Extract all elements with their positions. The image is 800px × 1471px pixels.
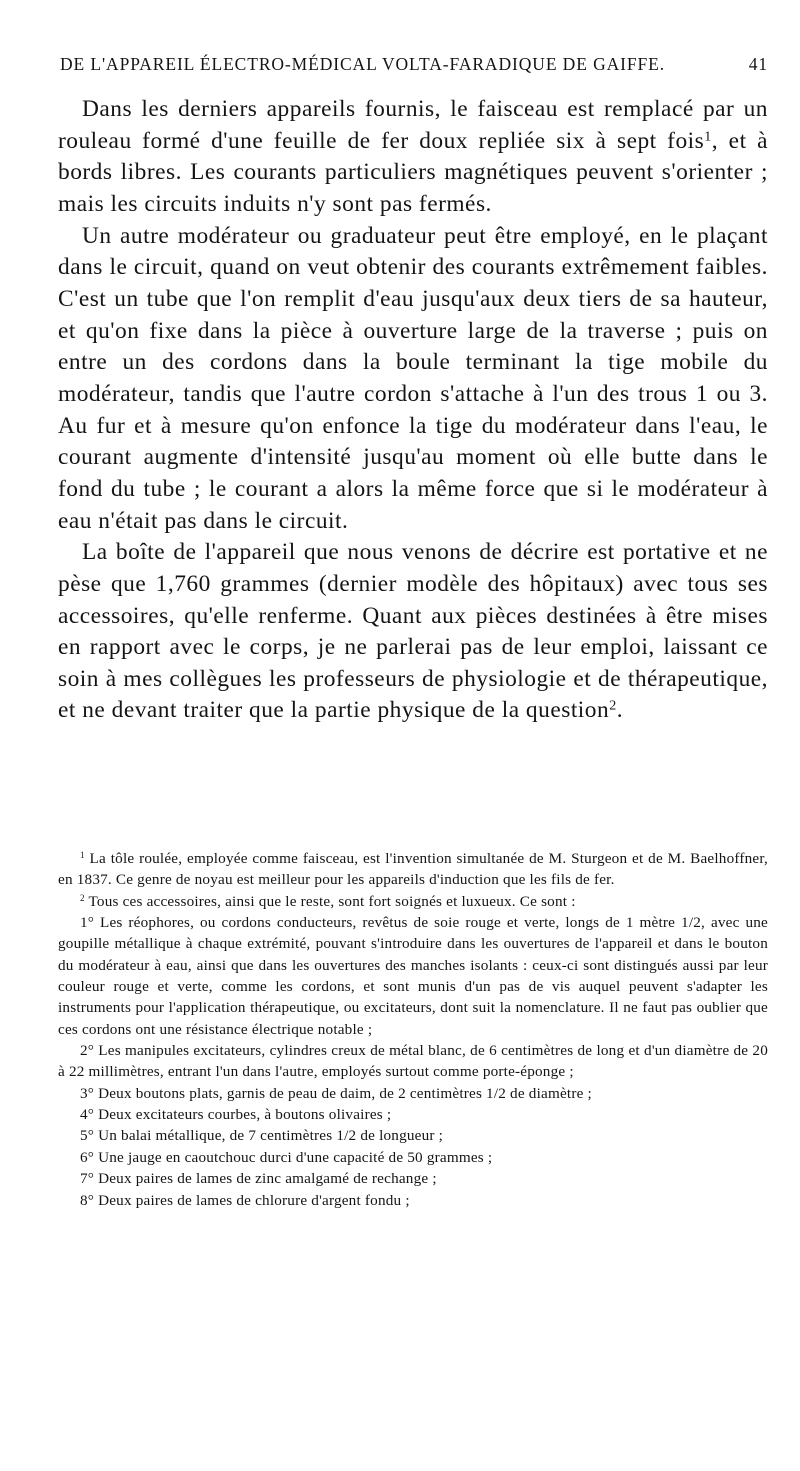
footnotes xyxy=(58,848,768,1211)
main-text xyxy=(58,94,768,727)
paragraph-3-text: La boîte de l'appareil que nous venons de décrire est portative et ne pèse que 1,760 grammes (dernier modèle des hôpitaux) avec tous ses accessoires, qu'elle renferme. Quant aux pièces destinées à être mises en rapport avec le corps, je ne parlerai pas de leur emploi, laissant ce soin à mes collègues les professeurs de physiologie et de thérapeutique, et ne devant traiter que la partie physique de la question xyxy=(58,539,768,724)
footnote-2-mark: 2 xyxy=(80,892,85,903)
footnote-ref-1: 1 xyxy=(704,127,712,144)
page-number: 41 xyxy=(748,54,768,74)
footnote-list-item: 5° Un balai métallique, de 7 centimètres 1/2 de longueur ; xyxy=(80,1127,444,1145)
footnote-2-text: Tous ces accessoires, ainsi que le reste, sont fort soignés et luxueux. Ce sont : xyxy=(88,892,576,910)
footnote-list-item: 8° Deux paires de lames de chlorure d'argent fondu ; xyxy=(80,1191,410,1209)
paragraph-1-text: Dans les derniers appareils fournis, le faisceau est remplacé par un rouleau formé d'une feuille de fer doux repliée six à sept fois xyxy=(58,96,768,154)
paragraph-3-cont: . xyxy=(616,697,624,724)
paragraph-3 xyxy=(58,537,768,727)
running-head xyxy=(60,54,768,75)
footnote-2-intro xyxy=(58,891,768,912)
footnote-list-item: 3° Deux boutons plats, garnis de peau de daim, de 2 centimètres 1/2 de diamètre ; xyxy=(80,1084,592,1102)
paragraph-1 xyxy=(58,94,768,221)
footnote-list-item: 6° Une jauge en caoutchouc durci d'une capacité de 50 grammes ; xyxy=(80,1148,493,1166)
footnote-1 xyxy=(58,848,768,891)
footnote-1-mark: 1 xyxy=(80,849,85,860)
footnote-list-item: 2° Les manipules excitateurs, cylindres creux de métal blanc, de 6 centimètres de long et d'un diamètre de 20 à 22 millimètres, entrant l'un dans l'autre, employés surtout comme porte-éponge ; xyxy=(58,1042,768,1081)
footnote-list-item: 7° Deux paires de lames de zinc amalgamé de rechange ; xyxy=(80,1170,437,1188)
paragraph-1-cont: , et à bords libres. Les courants particuliers magnétiques peuvent s'orienter ; mais les circuits induits n'y sont pas fermés. xyxy=(58,127,768,217)
footnote-ref-2: 2 xyxy=(609,697,617,714)
footnote-list-item: 4° Deux excitateurs courbes, à boutons olivaires ; xyxy=(80,1106,392,1124)
paragraph-2: Un autre modérateur ou graduateur peut être employé, en le plaçant dans le circuit, quand on veut obtenir des courants extrêmement faibles. C'est un tube que l'on remplit d'eau jusqu'aux deux tiers de sa hauteur, et qu'on fixe dans la pièce à ouverture large de la traverse ; puis on entre un des cordons dans la boule terminant la tige mobile du modérateur, tandis que l'autre cordon s'attache à l'un des trous 1 ou 3. Au fur et à mesure qu'on enfonce la tige du modérateur dans l'eau, le courant augmente d'intensité jusqu'au moment où elle butte dans le fond du tube ; le courant a alors la même force que si le modérateur à eau n'était pas dans le circuit. xyxy=(58,222,768,534)
footnote-1-text: La tôle roulée, employée comme faisceau, est l'invention simultanée de M. Sturgeon et de M. Baelhoffner, en 1837. Ce genre de noyau est meilleur pour les appareils d'induction que les fils de fer. xyxy=(58,850,769,889)
running-title: DE L'APPAREIL ÉLECTRO-MÉDICAL VOLTA-FARADIQUE DE GAIFFE. xyxy=(60,54,666,74)
footnote-list-item: 1° Les réophores, ou cordons conducteurs, revêtus de soie rouge et verte, longs de 1 mètre 1/2, avec une goupille métallique à chaque extrémité, pouvant s'introduire dans les ouvertures de l'appareil et dans le bouton du modérateur à eau, ainsi que dans les ouvertures des manches isolants : ceux-ci sont distingués aussi par leur couleur rouge et verte, comme les cordons, et sont munis d'un pas de vis auquel peuvent s'adapter les instruments pour l'application thérapeutique, ou excitateurs, dont suit la nomenclature. Il ne faut pas oublier que ces cordons ont une résistance électrique notable ; xyxy=(58,914,768,1038)
